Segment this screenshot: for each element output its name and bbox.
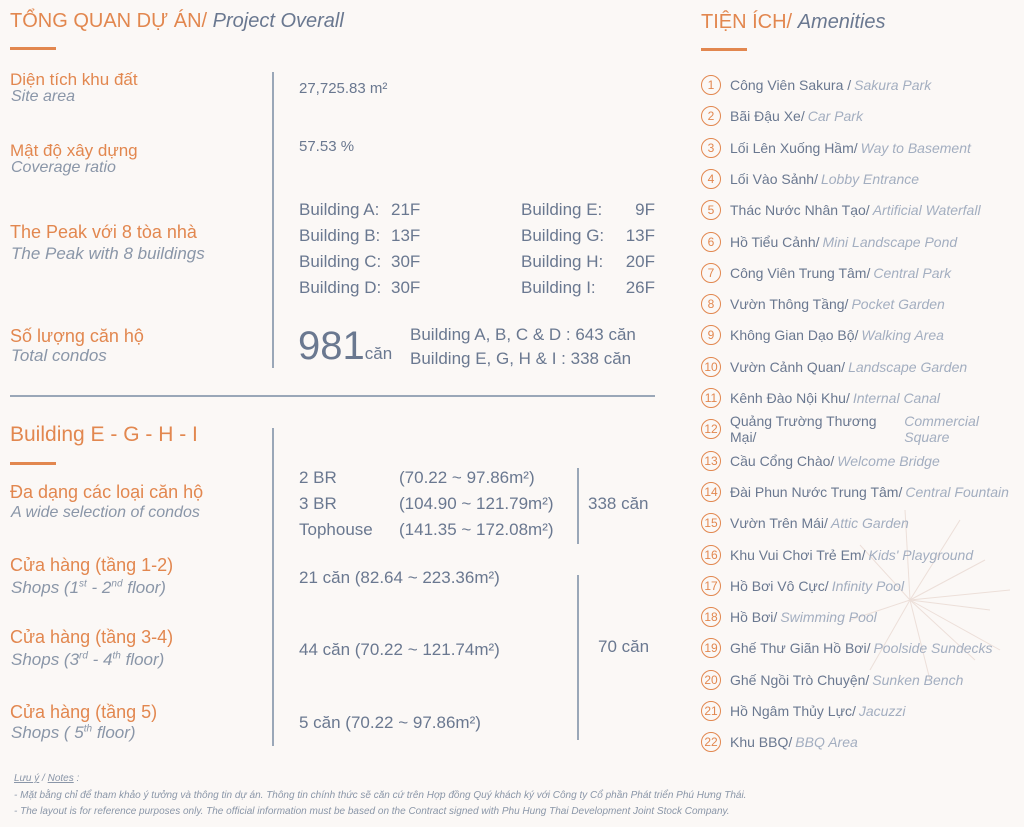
shops12-value: 21 căn (82.64 ~ 223.36m²) xyxy=(299,568,500,587)
amenity-name-en: Car Park xyxy=(807,108,863,125)
buildings-left-list xyxy=(299,200,420,304)
condos-total xyxy=(298,324,392,369)
amenity-name-vn: Cầu Cổng Chào/ xyxy=(730,452,835,469)
amenity-name-vn: Lối Lên Xuống Hầm/ xyxy=(730,139,858,156)
amenity-name-vn: Vườn Thông Tầng/ xyxy=(730,296,849,313)
amenity-number-badge: 17 xyxy=(701,576,721,596)
amenity-name-vn: Thác Nước Nhân Tạo/ xyxy=(730,202,870,219)
shops34-value: 44 căn (70.22 ~ 121.74m²) xyxy=(299,640,500,659)
types-label-en: A wide selection of condos xyxy=(11,504,200,521)
amenity-name-en: Sakura Park xyxy=(854,77,932,93)
amenity-name-en: Lobby Entrance xyxy=(820,170,920,187)
amenity-number-badge: 20 xyxy=(701,670,721,690)
amenity-name-vn: Hồ Bơi Vô Cực/ xyxy=(730,577,829,594)
amenity-name-vn: Vườn Trên Mái/ xyxy=(730,515,828,532)
amenity-name-en: Mini Landscape Pond xyxy=(822,233,958,250)
building-row xyxy=(521,278,655,304)
shops-total: 70 căn xyxy=(598,637,650,656)
egh-divider-vertical xyxy=(272,428,274,746)
amenity-number-badge: 4 xyxy=(701,169,721,189)
building-floors: 13F xyxy=(625,226,655,245)
building-row xyxy=(299,200,420,226)
building-floors: 26F xyxy=(625,278,655,297)
type-range: (70.22 ~ 97.86m²) xyxy=(399,468,535,487)
types-label-vn: Đa dạng các loại căn hộ xyxy=(10,482,204,502)
shops5-label-vn: Cửa hàng (tầng 5) xyxy=(10,702,158,722)
amenity-number-badge: 22 xyxy=(701,732,721,752)
building-floors: 20F xyxy=(625,252,655,271)
amenity-name-en: Kids' Playground xyxy=(868,546,974,563)
shops12-label-en: Shops (1st - 2nd floor) xyxy=(11,578,166,597)
amenity-name-en: Swimming Pool xyxy=(780,609,877,626)
amenities-title xyxy=(701,11,886,34)
amenity-number-badge: 3 xyxy=(701,138,721,158)
condos-total-unit: căn xyxy=(364,344,393,363)
condos-line-2: Building E, G, H & I : 338 căn xyxy=(410,349,632,368)
amenity-number-badge: 15 xyxy=(701,513,721,533)
building-name: Building H: xyxy=(521,252,604,271)
amenity-name-en: Artificial Waterfall xyxy=(872,202,981,219)
building-floors: 21F xyxy=(391,200,421,219)
amenity-item xyxy=(701,323,944,347)
type-row xyxy=(299,520,554,546)
amenity-item xyxy=(701,605,877,629)
type-range: (104.90 ~ 121.79m²) xyxy=(399,494,554,513)
building-name: Building B: xyxy=(299,226,381,245)
condos-label-vn: Số lượng căn hộ xyxy=(10,326,144,346)
amenity-name-vn: Đài Phun Nước Trung Tâm/ xyxy=(730,483,903,500)
amenity-name-vn: Quảng Trường Thương Mại/ xyxy=(730,413,877,446)
building-row xyxy=(521,226,655,252)
buildings-label-en: The Peak with 8 buildings xyxy=(11,244,205,263)
amenity-item xyxy=(701,198,981,222)
site-area-label-en: Site area xyxy=(11,88,76,105)
building-row xyxy=(299,226,420,252)
amenity-number-badge: 12 xyxy=(701,419,721,439)
building-name: Building E: xyxy=(521,200,603,219)
building-floors: 30F xyxy=(391,278,421,297)
amenity-number-badge: 8 xyxy=(701,294,721,314)
amenity-name-vn: Công Viên Sakura / xyxy=(730,77,852,93)
building-floors: 30F xyxy=(391,252,421,271)
amenity-name-en: Walking Area xyxy=(861,327,944,344)
amenity-name-en: Landscape Garden xyxy=(848,358,968,375)
amenity-item xyxy=(701,413,1024,446)
building-name: Building D: xyxy=(299,278,382,297)
amenity-item xyxy=(701,543,973,567)
amenity-number-badge: 5 xyxy=(701,200,721,220)
amenity-name-vn: Bãi Đậu Xe/ xyxy=(730,108,805,125)
building-floors: 9F xyxy=(635,200,655,219)
amenity-item xyxy=(701,73,931,97)
amenity-name-en: Jacuzzi xyxy=(858,703,906,719)
building-name: Building A: xyxy=(299,200,380,219)
building-name: Building I: xyxy=(521,278,596,297)
egh-title: Building E - G - H - I xyxy=(10,423,198,446)
type-name: 3 BR xyxy=(299,494,337,513)
site-area-value: 27,725.83 m² xyxy=(299,80,388,97)
amenity-number-badge: 16 xyxy=(701,545,721,565)
buildings-right-list xyxy=(521,200,655,304)
amenity-item xyxy=(701,386,940,410)
amenity-item xyxy=(701,699,906,723)
amenity-item xyxy=(701,355,967,379)
amenity-item xyxy=(701,730,858,754)
site-area-label-vn: Diện tích khu đất xyxy=(10,70,138,89)
shops34-label-en: Shops (3rd - 4th floor) xyxy=(11,650,165,669)
amenity-name-en: Commercial Square xyxy=(904,413,979,446)
amenity-item xyxy=(701,104,863,128)
overview-title-en: Project Overall xyxy=(212,10,344,32)
shops5-value: 5 căn (70.22 ~ 97.86m²) xyxy=(299,713,481,732)
amenity-name-vn: Không Gian Dạo Bộ/ xyxy=(730,327,859,344)
coverage-label-en: Coverage ratio xyxy=(11,159,116,176)
amenity-name-vn: Hồ Tiểu Cảnh/ xyxy=(730,233,820,250)
amenity-name-vn: Ghế Thư Giãn Hồ Bơi/ xyxy=(730,640,871,657)
amenity-number-badge: 10 xyxy=(701,357,721,377)
amenity-item xyxy=(701,292,945,316)
coverage-label-vn: Mật độ xây dựng xyxy=(10,141,138,160)
notes-heading-vn: Lưu ý xyxy=(14,773,40,784)
amenity-name-vn: Hồ Ngâm Thủy Lực/ xyxy=(730,703,856,719)
amenity-item xyxy=(701,230,957,254)
shops12-label-vn: Cửa hàng (tầng 1-2) xyxy=(10,555,174,575)
amenity-item xyxy=(701,480,1009,504)
amenity-number-badge: 6 xyxy=(701,232,721,252)
amenity-number-badge: 18 xyxy=(701,607,721,627)
amenity-name-vn: Kênh Đào Nội Khu/ xyxy=(730,390,850,406)
type-range: (141.35 ~ 172.08m²) xyxy=(399,520,554,539)
building-name: Building G: xyxy=(521,226,605,245)
shops34-label-vn: Cửa hàng (tầng 3-4) xyxy=(10,627,174,647)
notes-heading-en: Notes xyxy=(47,773,74,784)
shops-divider xyxy=(577,575,579,740)
type-row xyxy=(299,494,554,520)
amenity-name-vn: Vườn Cảnh Quan/ xyxy=(730,358,846,375)
amenity-name-en: Poolside Sundecks xyxy=(873,640,993,657)
amenity-number-badge: 13 xyxy=(701,451,721,471)
egh-title-underline xyxy=(10,462,56,465)
amenity-name-en: Central Fountain xyxy=(905,483,1009,500)
amenity-name-en: Sunken Bench xyxy=(872,671,964,688)
amenities-title-en: Amenities xyxy=(797,11,886,33)
shops5-label-en: Shops ( 5th floor) xyxy=(11,723,136,742)
type-name: Tophouse xyxy=(299,520,373,539)
amenity-number-badge: 11 xyxy=(701,388,721,408)
amenity-item xyxy=(701,136,971,160)
condos-label-en: Total condos xyxy=(11,346,107,365)
amenity-number-badge: 7 xyxy=(701,263,721,283)
amenity-name-vn: Hồ Bơi/ xyxy=(730,609,778,626)
overview-title xyxy=(10,10,344,33)
notes-line-1: - Mặt bằng chỉ để tham khảo ý tưởng và thông tin dự án. Thông tin chính thức sẽ căn cứ trên Hợp đồng Quý khách ký với Công ty Cổ phần Phát triển Phú Hưng Thái. xyxy=(14,790,747,801)
building-name: Building C: xyxy=(299,252,382,271)
amenity-number-badge: 14 xyxy=(701,482,721,502)
building-row xyxy=(299,278,420,304)
types-list xyxy=(299,468,554,546)
amenity-item xyxy=(701,636,993,660)
amenities-title-vn: TIỆN ÍCH/ xyxy=(701,11,793,33)
amenity-name-en: Central Park xyxy=(873,264,952,281)
amenity-name-en: Welcome Bridge xyxy=(837,452,940,469)
condos-line-1: Building A, B, C & D : 643 căn xyxy=(410,325,636,344)
overview-title-underline xyxy=(10,47,56,50)
amenity-number-badge: 2 xyxy=(701,106,721,126)
amenities-title-underline xyxy=(701,48,747,51)
amenity-name-vn: Ghế Ngồi Trò Chuyện/ xyxy=(730,671,870,688)
amenity-item xyxy=(701,261,951,285)
amenity-item xyxy=(701,167,919,191)
notes-heading: Lưu ý / Notes : xyxy=(14,773,80,784)
section-divider-horizontal xyxy=(10,395,655,397)
types-total: 338 căn xyxy=(588,494,649,513)
amenity-name-en: BBQ Area xyxy=(795,734,858,751)
condos-total-number: 981 xyxy=(298,324,365,368)
amenity-number-badge: 19 xyxy=(701,638,721,658)
overview-divider-vertical xyxy=(272,72,274,368)
amenity-name-vn: Khu Vui Chơi Trẻ Em/ xyxy=(730,546,866,563)
amenity-item xyxy=(701,574,904,598)
amenity-number-badge: 9 xyxy=(701,325,721,345)
type-name: 2 BR xyxy=(299,468,337,487)
coverage-value: 57.53 % xyxy=(299,138,355,155)
types-divider xyxy=(577,468,579,544)
amenity-name-en: Internal Canal xyxy=(852,390,941,406)
amenity-name-en: Infinity Pool xyxy=(831,577,905,594)
amenity-number-badge: 1 xyxy=(701,75,721,95)
amenity-item xyxy=(701,449,940,473)
amenity-name-vn: Công Viên Trung Tâm/ xyxy=(730,264,871,281)
building-row xyxy=(521,200,655,226)
notes-line-2: - The layout is for reference purposes only. The official information must be based on the Contract signed with Phu Hung Thai Development Joint Stock Company. xyxy=(14,806,730,817)
amenity-item xyxy=(701,511,909,535)
building-row xyxy=(521,252,655,278)
amenity-name-vn: Lối Vào Sảnh/ xyxy=(730,170,818,187)
overview-title-vn: TỔNG QUAN DỰ ÁN/ xyxy=(10,10,208,32)
amenity-name-en: Way to Basement xyxy=(860,139,971,156)
amenity-name-en: Pocket Garden xyxy=(851,296,945,313)
amenity-name-en: Attic Garden xyxy=(830,515,909,532)
type-row xyxy=(299,468,554,494)
building-floors: 13F xyxy=(391,226,421,245)
amenity-item xyxy=(701,668,963,692)
building-row xyxy=(299,252,420,278)
buildings-label-vn: The Peak với 8 tòa nhà xyxy=(10,222,197,242)
amenity-name-vn: Khu BBQ/ xyxy=(730,734,793,751)
amenity-number-badge: 21 xyxy=(701,701,721,721)
